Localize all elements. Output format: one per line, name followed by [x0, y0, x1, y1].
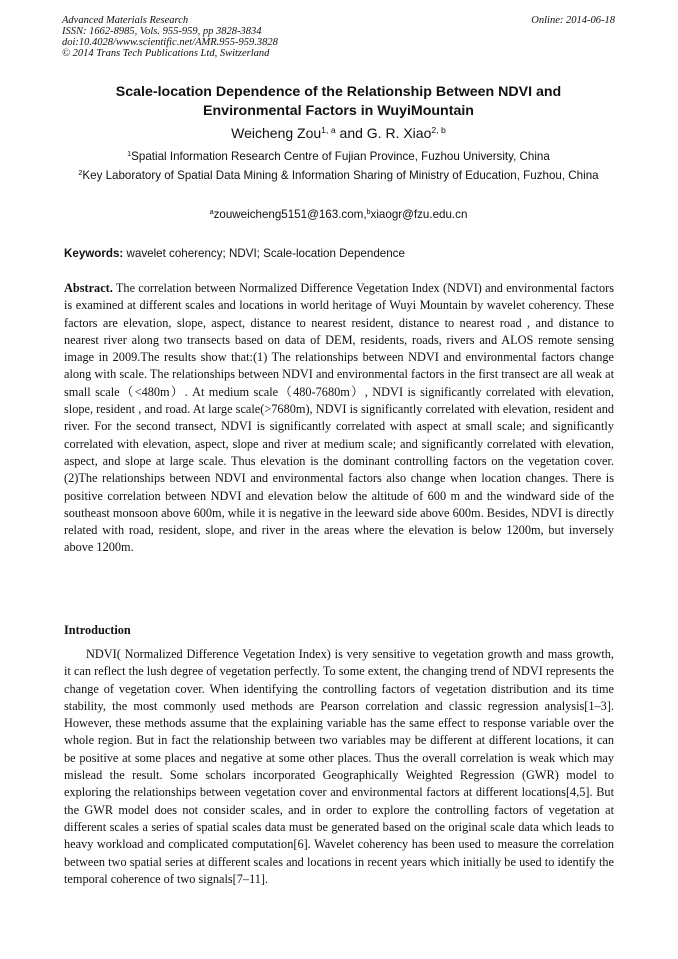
keywords-label: Keywords: [64, 247, 124, 260]
keywords [64, 246, 614, 262]
author-superscript: 2, b [431, 125, 446, 136]
affiliation-1 [66, 149, 611, 165]
abstract-text: The correlation between Normalized Difference Vegetation Index (NDVI) and environmental factors is examined at different scales and locations in world heritage of Wuyi Mountain by wavelet coherency. These factors are elevation, slope, aspect, distance to nearest resident, distance to nearest road , and distance to nearest river along two transects based on data of DEM, residents, roads, rivers and ALOS remote sensing image in 2009.The results show that:(1) The relationships between NDVI and environmental factors change along with scale. The relationships between NDVI and environmental factors in the first transect are all weak at small scale（<480m）. At medium scale（480-7680m）, NDVI is significantly correlated with elevation, slope, resident , and road. At large scale(>7680m), NDVI is significantly correlated with elevation, resident and river. For the second transect, NDVI is significantly correlated with aspect at small scale; and significantly correlated with elevation, aspect, slope and river at medium scale; and significantly correlated with elevation, aspect, and slope at large scale. Thus elevation is the dominant controlling factors on the vegetation cover.(2)The relationships between NDVI and environmental factors also change when location changes. There is positive correlation between NDVI and elevation below the altitude of 600 m and the windward side of the southeast monsoon above 600m, while it is negative in the leeward side above 600m. Besides, NDVI is directly related with road, resident, slope, and river in the areas where the elevation is below 1200m, but inversely above 1200m. [64, 281, 614, 555]
abstract-label: Abstract. [64, 281, 113, 295]
online-date: Online: 2014-06-18 [531, 15, 615, 26]
issn-line: ISSN: 1662-8985, Vols. 955-959, pp 3828-3834 [62, 26, 262, 37]
introduction-heading: Introduction [64, 623, 131, 637]
title-line: Scale-location Dependence of the Relationship Between NDVI and [115, 84, 562, 100]
author-emails [66, 207, 611, 223]
keywords-text: wavelet coherency; NDVI; Scale-location Dependence [123, 247, 405, 260]
affiliation-text: Key Laboratory of Spatial Data Mining & Information Sharing of Ministry of Education, Fuzhou, China [82, 169, 599, 182]
email-link[interactable]: zouweicheng5151@163.com, [213, 208, 367, 221]
journal-name: Advanced Materials Research [62, 15, 189, 26]
email-superscript: a [209, 207, 214, 217]
introduction-text: NDVI( Normalized Difference Vegetation Index) is very sensitive to vegetation growth and mass growth, it can reflect the lush degree of vegetation perfectly. To some extent, the changing trend of NDVI represents the change of vegetation cover. When identifying the controlling factors of vegetation distribution and its time stability, the most commonly used methods are Pearson correlation and classic regression analysis[1–3]. However, these methods assume that the explaining variable has the same effect to response variable over the whole region. But in fact the relationship between two variables may be different at different locations, it can be positive at some places and negative at some other places. Thus the overall correlation is weak which may mislead the result. Some scholars incorporated Geographically Weighted Regression (GWR) model to exploring the relationships between vegetation cover and environmental factors at different locations[4,5]. But the GWR model does not consider scales, and in order to explore the controlling factors of vegetation at different scales a series of spatial scales data must be generated based on the original scale data which leads to heavy workload and complicated computation[6]. Wavelet coherency has been used to measure the correlation between two spatial series at different scales and locations in recent years which initially be used to identify the temporal coherence of two signals[7–11]. [64, 647, 614, 886]
affiliation-superscript: 1 [127, 149, 132, 159]
affiliation-text: Spatial Information Research Centre of Fujian Province, Fuzhou University, China [131, 150, 550, 163]
introduction-paragraph [64, 646, 614, 888]
author-name: Weicheng Zou [231, 125, 322, 141]
doi-line: doi:10.4028/www.scientific.net/AMR.955-959.3828 [62, 37, 278, 48]
affiliation-2 [66, 168, 611, 184]
author-conjunction: and [335, 125, 367, 141]
email-link[interactable]: xiaogr@fzu.edu.cn [370, 208, 468, 221]
author-superscript: 1, a [321, 125, 336, 136]
email-superscript: b [366, 207, 371, 217]
journal-info [62, 15, 278, 59]
affiliation-superscript: 2 [78, 168, 83, 178]
title-line: Environmental Factors in WuyiMountain [203, 103, 474, 119]
copyright-line: © 2014 Trans Tech Publications Ltd, Switzerland [62, 48, 270, 59]
author-line [62, 124, 615, 142]
author-name: G. R. Xiao [366, 125, 432, 141]
paper-title [62, 83, 615, 121]
abstract [64, 280, 614, 557]
